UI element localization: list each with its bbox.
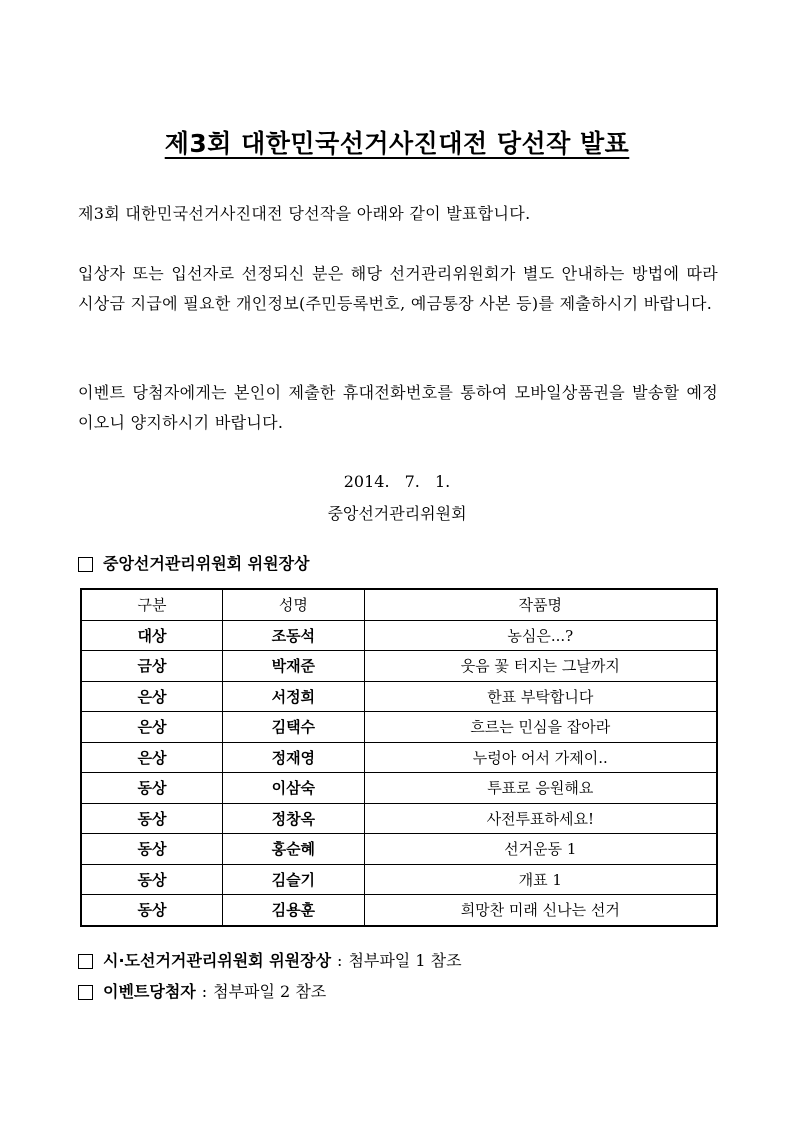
page-title-text: 제3회 대한민국선거사진대전 당선작 발표 (164, 129, 630, 158)
winner-name: 홍순혜 (223, 834, 365, 865)
table-row (81, 895, 717, 926)
winner-name: 이삼숙 (223, 773, 365, 804)
table-row (81, 803, 717, 834)
award-category: 대상 (81, 620, 223, 651)
work-title: 웃음 꽃 터지는 그날까지 (364, 651, 717, 682)
winner-name: 김택수 (223, 712, 365, 743)
table-header-row (81, 589, 717, 620)
table-row (81, 773, 717, 804)
winner-name: 정창옥 (223, 803, 365, 834)
separator: : (201, 982, 208, 1001)
attachment-note: 첨부파일 2 참조 (213, 982, 327, 1001)
work-title: 희망찬 미래 신나는 선거 (364, 895, 717, 926)
header-work-title: 작품명 (364, 589, 717, 620)
issuing-organization: 중앙선거관리위원회 (327, 504, 467, 523)
winner-name: 조동석 (223, 620, 365, 651)
table-row (81, 834, 717, 865)
award-category: 은상 (81, 712, 223, 743)
award-category: 금상 (81, 651, 223, 682)
awards-table (80, 588, 718, 927)
table-row (81, 742, 717, 773)
section-label: 시·도선거거관리위원회 위원장상 (103, 951, 332, 970)
award-category: 은상 (81, 742, 223, 773)
attachment-note: 첨부파일 1 참조 (348, 951, 462, 970)
award-category: 동상 (81, 895, 223, 926)
separator: : (337, 951, 343, 970)
winner-name: 김슬기 (223, 864, 365, 895)
section-label: 이벤트당첨자 (103, 982, 196, 1001)
award-category: 동상 (81, 864, 223, 895)
intro-paragraph: 제3회 대한민국선거사진대전 당선작을 아래와 같이 발표합니다. (78, 204, 531, 223)
table-row (81, 681, 717, 712)
work-title: 한표 부탁합니다 (364, 681, 717, 712)
work-title: 투표로 응원해요 (364, 773, 717, 804)
award-category: 동상 (81, 803, 223, 834)
table-row (81, 651, 717, 682)
section-national-award (78, 551, 310, 577)
section-event-winners (78, 979, 326, 1005)
table-row (81, 864, 717, 895)
page-title (0, 126, 794, 162)
award-category: 동상 (81, 773, 223, 804)
section-label: 중앙선거관리위원회 위원장상 (103, 554, 310, 573)
announcement-date: 2014. 7. 1. (343, 472, 451, 491)
section-provincial-award (78, 948, 462, 974)
winner-name: 김용훈 (223, 895, 365, 926)
submission-paragraph: 입상자 또는 입선자로 선정되신 분은 해당 선거관리위원회가 별도 안내하는 방법에 따라 시상금 지급에 필요한 개인정보(주민등록번호, 예금통장 사본 등)를 제출하시기 바랍니다. (78, 264, 718, 313)
checkbox-icon (78, 557, 93, 572)
winner-name: 정재영 (223, 742, 365, 773)
header-name: 성명 (223, 589, 365, 620)
work-title: 선거운동 1 (364, 834, 717, 865)
checkbox-icon (78, 985, 93, 1000)
award-category: 은상 (81, 681, 223, 712)
work-title: 개표 1 (364, 864, 717, 895)
table-row (81, 620, 717, 651)
winner-name: 박재준 (223, 651, 365, 682)
header-category: 구분 (81, 589, 223, 620)
event-paragraph: 이벤트 당첨자에게는 본인이 제출한 휴대전화번호를 통하여 모바일상품권을 발송할 예정이오니 양지하시기 바랍니다. (78, 383, 718, 432)
work-title: 사전투표하세요! (364, 803, 717, 834)
checkbox-icon (78, 954, 93, 969)
work-title: 흐르는 민심을 잡아라 (364, 712, 717, 743)
table-row (81, 712, 717, 743)
award-category: 동상 (81, 834, 223, 865)
winner-name: 서정희 (223, 681, 365, 712)
work-title: 농심은...? (364, 620, 717, 651)
work-title: 누렁아 어서 가제이.. (364, 742, 717, 773)
